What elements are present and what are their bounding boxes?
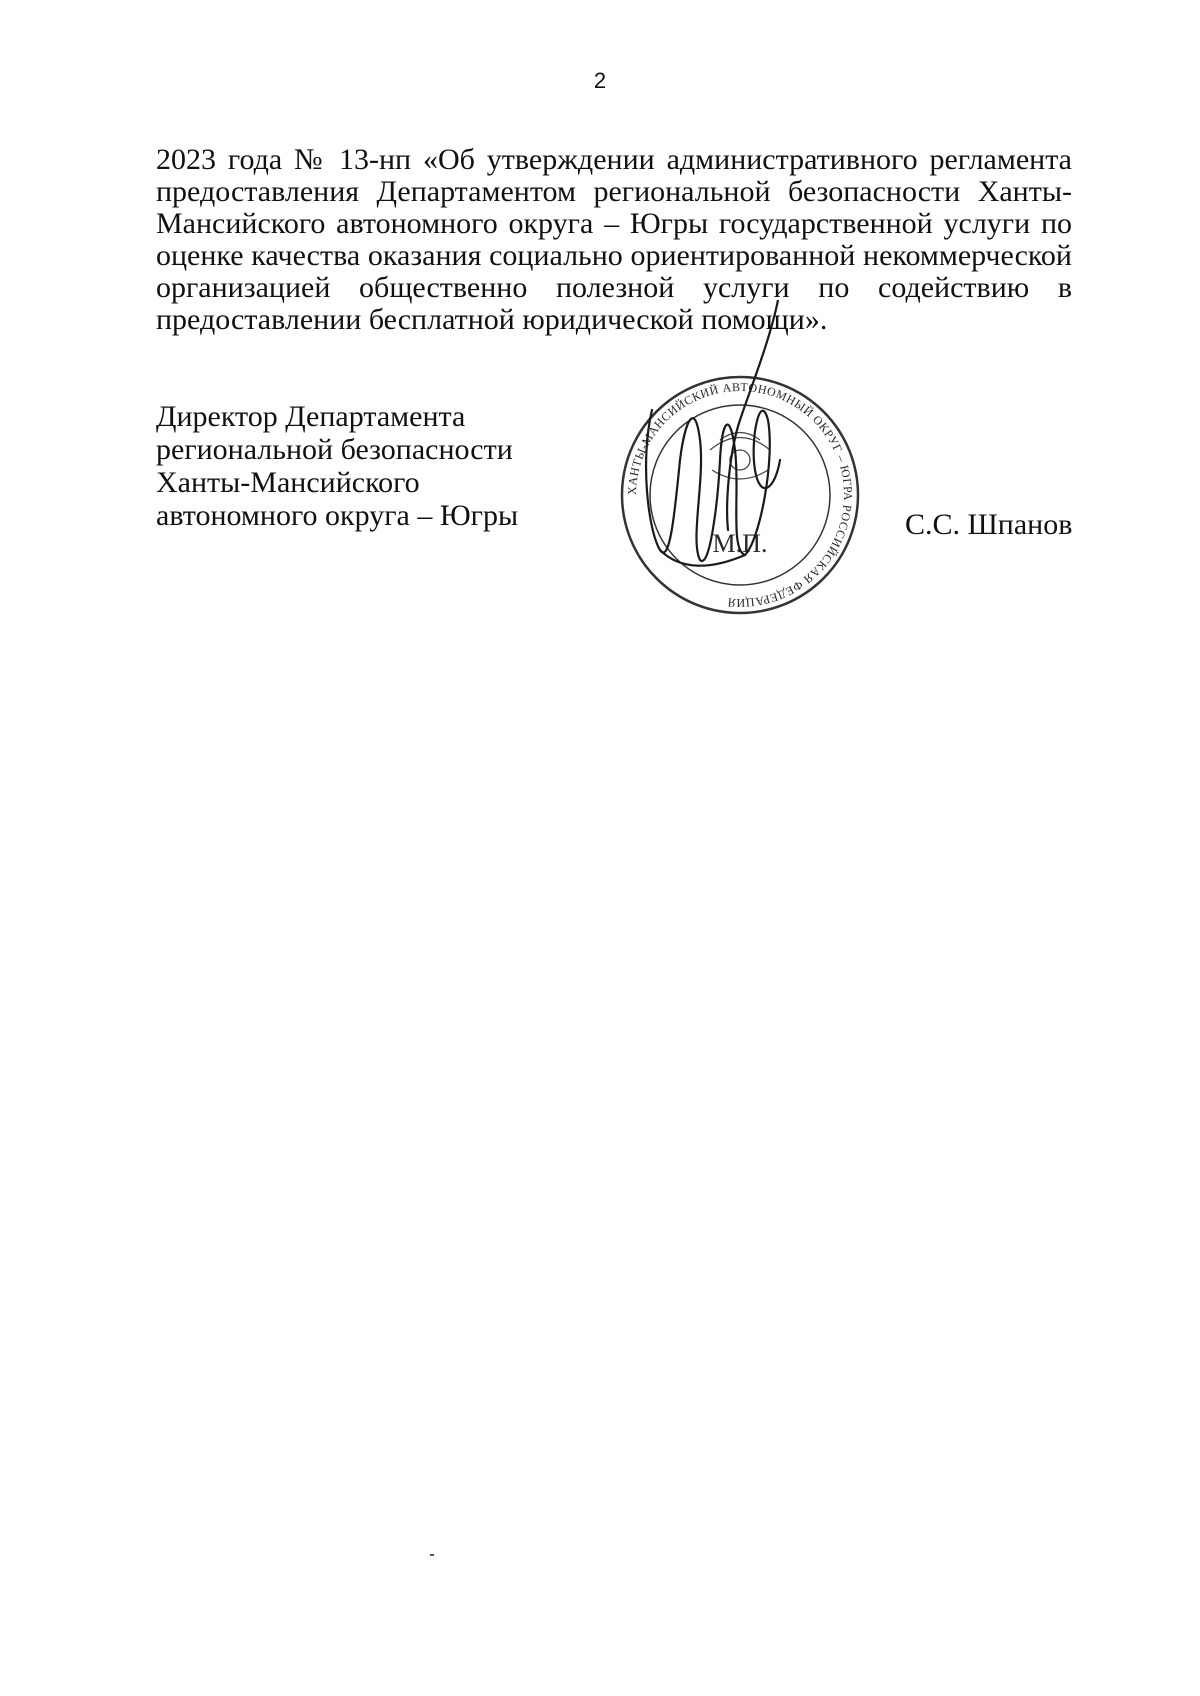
body-line: 2023 года № 13-нп «Об утверждении административного регламента bbox=[156, 143, 1072, 176]
page-number: 2 bbox=[593, 68, 607, 93]
signer-position-line: автономного округа – Югры bbox=[156, 499, 519, 532]
stamp-and-signature bbox=[600, 300, 880, 640]
seal-ring-text: ХАНТЫ-МАНСИЙСКИЙ АВТОНОМНЫЙ ОКРУГ – ЮГРА РОССИЙСКАЯ ФЕДЕРАЦИЯ bbox=[624, 379, 856, 611]
body-line: Мансийского автономного округа – Югры государственной услуги по bbox=[156, 207, 1072, 240]
signer-position bbox=[156, 400, 518, 532]
signer-position-line: Ханты-Мансийского bbox=[156, 466, 420, 499]
seal-center-text: М.П. bbox=[712, 529, 768, 558]
body-line: предоставления Департаментом региональной безопасности Ханты- bbox=[156, 175, 1072, 208]
official-seal-icon bbox=[600, 300, 880, 640]
signer-position-line: Директор Департамента bbox=[156, 400, 466, 433]
body-line: предоставлении бесплатной юридической помощи». bbox=[156, 303, 828, 336]
signer-name: С.С. Шпанов bbox=[905, 508, 1073, 541]
body-line: организацией общественно полезной услуги по содействию в bbox=[156, 271, 1072, 304]
stray-mark bbox=[430, 1554, 434, 1556]
handwritten-signature bbox=[646, 300, 780, 566]
body-line: оценке качества оказания социально ориентированной некоммерческой bbox=[156, 239, 1072, 272]
seal-outer-ring bbox=[622, 377, 858, 613]
signer-position-line: региональной безопасности bbox=[156, 433, 513, 466]
